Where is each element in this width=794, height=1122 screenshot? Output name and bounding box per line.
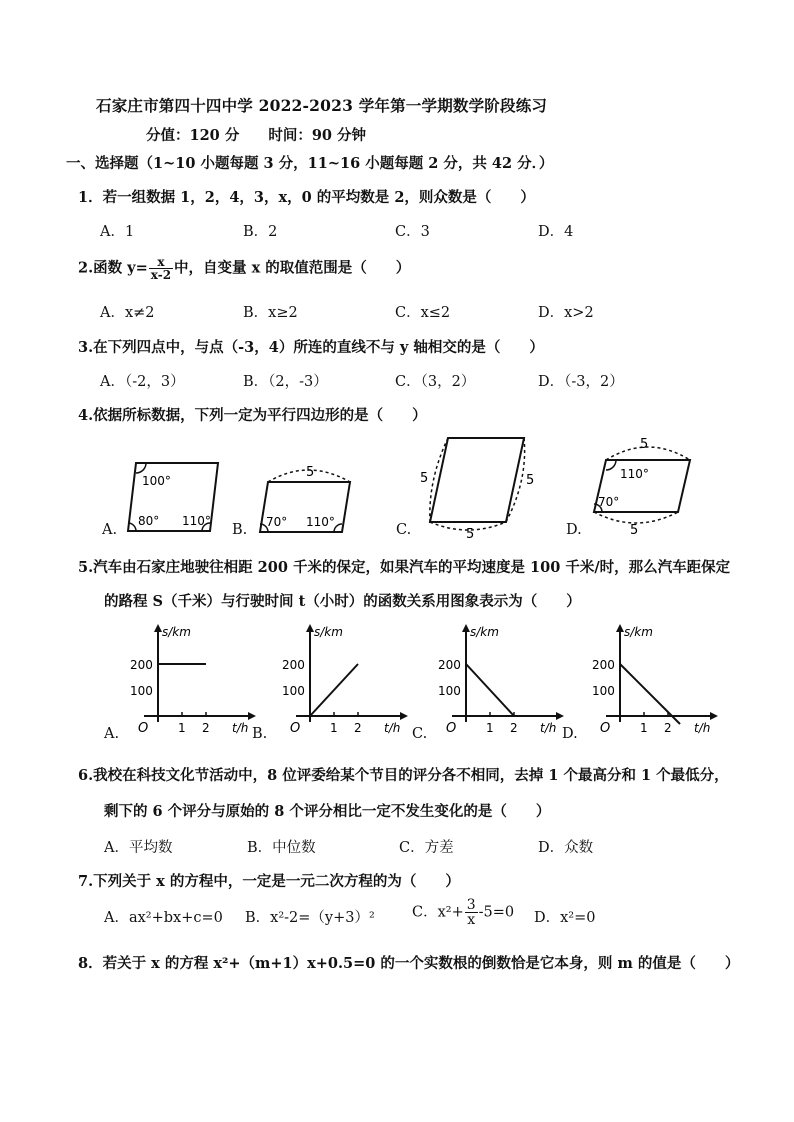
- y-axis-label: s/km: [162, 625, 191, 639]
- q3-option-a[interactable]: A．（-2，3）: [100, 374, 185, 390]
- x-axis-label: t/h: [694, 721, 711, 735]
- q6-option-c[interactable]: C．方差: [399, 840, 454, 856]
- q8-stem: 8．若关于 x 的方程 x²+（m+1）x+0.5=0 的一个实数根的倒数恰是它本身，则 m 的值是（ ）: [78, 955, 740, 972]
- origin-label: O: [446, 721, 457, 736]
- q5-stem-line1: 5.汽车由石家庄地驶往相距 200 千米的保定，如果汽车的平均速度是 100 千米/时，那么汽车距保定: [78, 559, 731, 576]
- x-tick-2: 2: [202, 721, 210, 735]
- figb-top-length: 5: [306, 465, 315, 480]
- q7-option-a[interactable]: A．ax²+bx+c=0: [104, 910, 223, 926]
- q5-option-c[interactable]: C.: [412, 726, 428, 742]
- q5-stem-line2: 的路程 S（千米）与行驶时间 t（小时）的函数关系用图象表示为（ ）: [104, 593, 581, 610]
- figd-bottom-length: 5: [630, 523, 639, 538]
- x-axis-arrow: [248, 712, 256, 720]
- q5-graph-b: [276, 622, 406, 742]
- q4-option-b[interactable]: B.: [232, 522, 248, 538]
- q1-option-c[interactable]: C．3: [395, 224, 430, 240]
- figc-left-length: 5: [420, 471, 429, 486]
- q1-option-a[interactable]: A．1: [100, 224, 135, 240]
- y-axis-label: s/km: [624, 625, 653, 639]
- figa-angle-bl: 80°: [138, 514, 160, 528]
- q2-option-d[interactable]: D．x>2: [538, 305, 594, 321]
- x-axis-arrow: [400, 712, 408, 720]
- q2-stem-pre: 2.函数 y=: [78, 259, 148, 277]
- x-axis-label: t/h: [384, 721, 401, 735]
- q5-graph-a: [124, 622, 254, 742]
- q6-option-a[interactable]: A．平均数: [104, 840, 173, 856]
- y-axis-arrow: [616, 624, 624, 632]
- score-time: 分值：120 分 时间：90 分钟: [146, 127, 367, 144]
- y-tick-200: 200: [130, 658, 153, 672]
- y-tick-200: 200: [592, 658, 615, 672]
- q4-option-c[interactable]: C.: [396, 522, 412, 538]
- q5-option-b[interactable]: B.: [252, 726, 268, 742]
- y-axis-arrow: [154, 624, 162, 632]
- q6-option-b[interactable]: B．中位数: [247, 840, 316, 856]
- q7c-num: 3: [466, 897, 476, 913]
- origin-label: O: [600, 721, 611, 736]
- q6-stem-line2: 剩下的 6 个评分与原始的 8 个评分相比一定不发生变化的是（ ）: [104, 803, 551, 820]
- q4-figure-a: [118, 455, 228, 540]
- q1-option-b[interactable]: B．2: [243, 224, 278, 240]
- q7c-fraction: [465, 898, 478, 927]
- q7-option-b[interactable]: B．x²-2=（y+3）²: [245, 910, 375, 926]
- q6-stem-line1: 6.我校在科技文化节活动中，8 位评委给某个节目的评分各不相同，去掉 1 个最高分和 1 个最低分，: [78, 767, 729, 784]
- x-tick-1: 1: [640, 721, 648, 735]
- y-tick-200: 200: [438, 658, 461, 672]
- q7-option-c[interactable]: [412, 898, 514, 927]
- x-axis-arrow: [710, 712, 718, 720]
- q7-option-d[interactable]: D．x²=0: [534, 910, 596, 926]
- q6-option-d[interactable]: D．众数: [538, 840, 594, 856]
- y-tick-100: 100: [130, 684, 153, 698]
- q4-stem: 4.依据所标数据，下列一定为平行四边形的是（ ）: [78, 407, 427, 424]
- y-axis-arrow: [462, 624, 470, 632]
- q7-stem: 7.下列关于 x 的方程中，一定是一元二次方程的为（ ）: [78, 873, 460, 890]
- y-tick-100: 100: [282, 684, 305, 698]
- y-tick-100: 100: [438, 684, 461, 698]
- q1-option-d[interactable]: D．4: [538, 224, 574, 240]
- q7c-pre: C．x²+: [412, 904, 464, 921]
- q5-option-a[interactable]: A.: [104, 726, 120, 742]
- figa-angle-br: 110°: [182, 514, 211, 528]
- q4-option-d[interactable]: D.: [566, 522, 582, 538]
- q3-stem: 3.在下列四点中，与点（-3，4）所连的直线不与 y 轴相交的是（ ）: [78, 339, 544, 356]
- x-axis-label: t/h: [232, 721, 249, 735]
- y-axis-label: s/km: [470, 625, 499, 639]
- x-tick-1: 1: [330, 721, 338, 735]
- q4-figure-d: [586, 434, 706, 538]
- x-axis-arrow: [556, 712, 564, 720]
- y-axis-arrow: [306, 624, 314, 632]
- q1-stem: 1．若一组数据 1，2，4，3，x，0 的平均数是 2，则众数是（ ）: [78, 189, 535, 206]
- figa-angle-top: 100°: [142, 474, 171, 488]
- q2-option-b[interactable]: B．x≥2: [243, 305, 298, 321]
- x-tick-2: 2: [510, 721, 518, 735]
- x-tick-1: 1: [486, 721, 494, 735]
- q3-option-b[interactable]: B．（2，-3）: [243, 374, 328, 390]
- q3-option-d[interactable]: D．（-3，2）: [538, 374, 624, 390]
- x-tick-2: 2: [664, 721, 672, 735]
- q4-option-a[interactable]: A.: [102, 522, 118, 538]
- q2-option-a[interactable]: A．x≠2: [100, 305, 155, 321]
- figd-angle-bl: 70°: [598, 495, 620, 509]
- origin-label: O: [138, 721, 149, 736]
- q2-fraction: [149, 256, 173, 281]
- q5-graph-d: [586, 622, 716, 742]
- q2-frac-num: x: [149, 256, 173, 269]
- figd-top-length: 5: [640, 437, 649, 452]
- figc-right-length: 5: [526, 473, 535, 488]
- q7c-post: -5=0: [478, 904, 515, 921]
- q3-option-c[interactable]: C．（3，2）: [395, 374, 476, 390]
- x-tick-1: 1: [178, 721, 186, 735]
- q4-figure-b: [250, 462, 360, 542]
- q5-option-d[interactable]: D.: [562, 726, 578, 742]
- x-tick-2: 2: [354, 721, 362, 735]
- x-axis-label: t/h: [540, 721, 557, 735]
- q2-frac-den: x-2: [150, 268, 172, 282]
- y-tick-200: 200: [282, 658, 305, 672]
- q5-graph-c: [432, 622, 562, 742]
- function-line: [466, 664, 514, 716]
- figb-angle-br: 110°: [306, 515, 335, 529]
- q2-stem-post: 中，自变量 x 的取值范围是（ ）: [174, 259, 411, 277]
- function-line: [310, 664, 358, 716]
- origin-label: O: [290, 721, 301, 736]
- y-axis-label: s/km: [314, 625, 343, 639]
- figc-bottom-length: 5: [466, 527, 475, 542]
- exam-title: 石家庄市第四十四中学 2022-2023 学年第一学期数学阶段练习: [96, 96, 548, 115]
- q2-stem: [78, 256, 410, 281]
- y-tick-100: 100: [592, 684, 615, 698]
- q4-figure-c: [418, 430, 538, 542]
- figb-angle-bl: 70°: [266, 515, 288, 529]
- section-heading: 一、选择题（1~10 小题每题 3 分，11~16 小题每题 2 分，共 42 分．）: [66, 155, 554, 172]
- q2-option-c[interactable]: C．x≤2: [395, 305, 451, 321]
- q7c-den: x: [467, 912, 476, 928]
- figd-angle-top: 110°: [620, 467, 649, 481]
